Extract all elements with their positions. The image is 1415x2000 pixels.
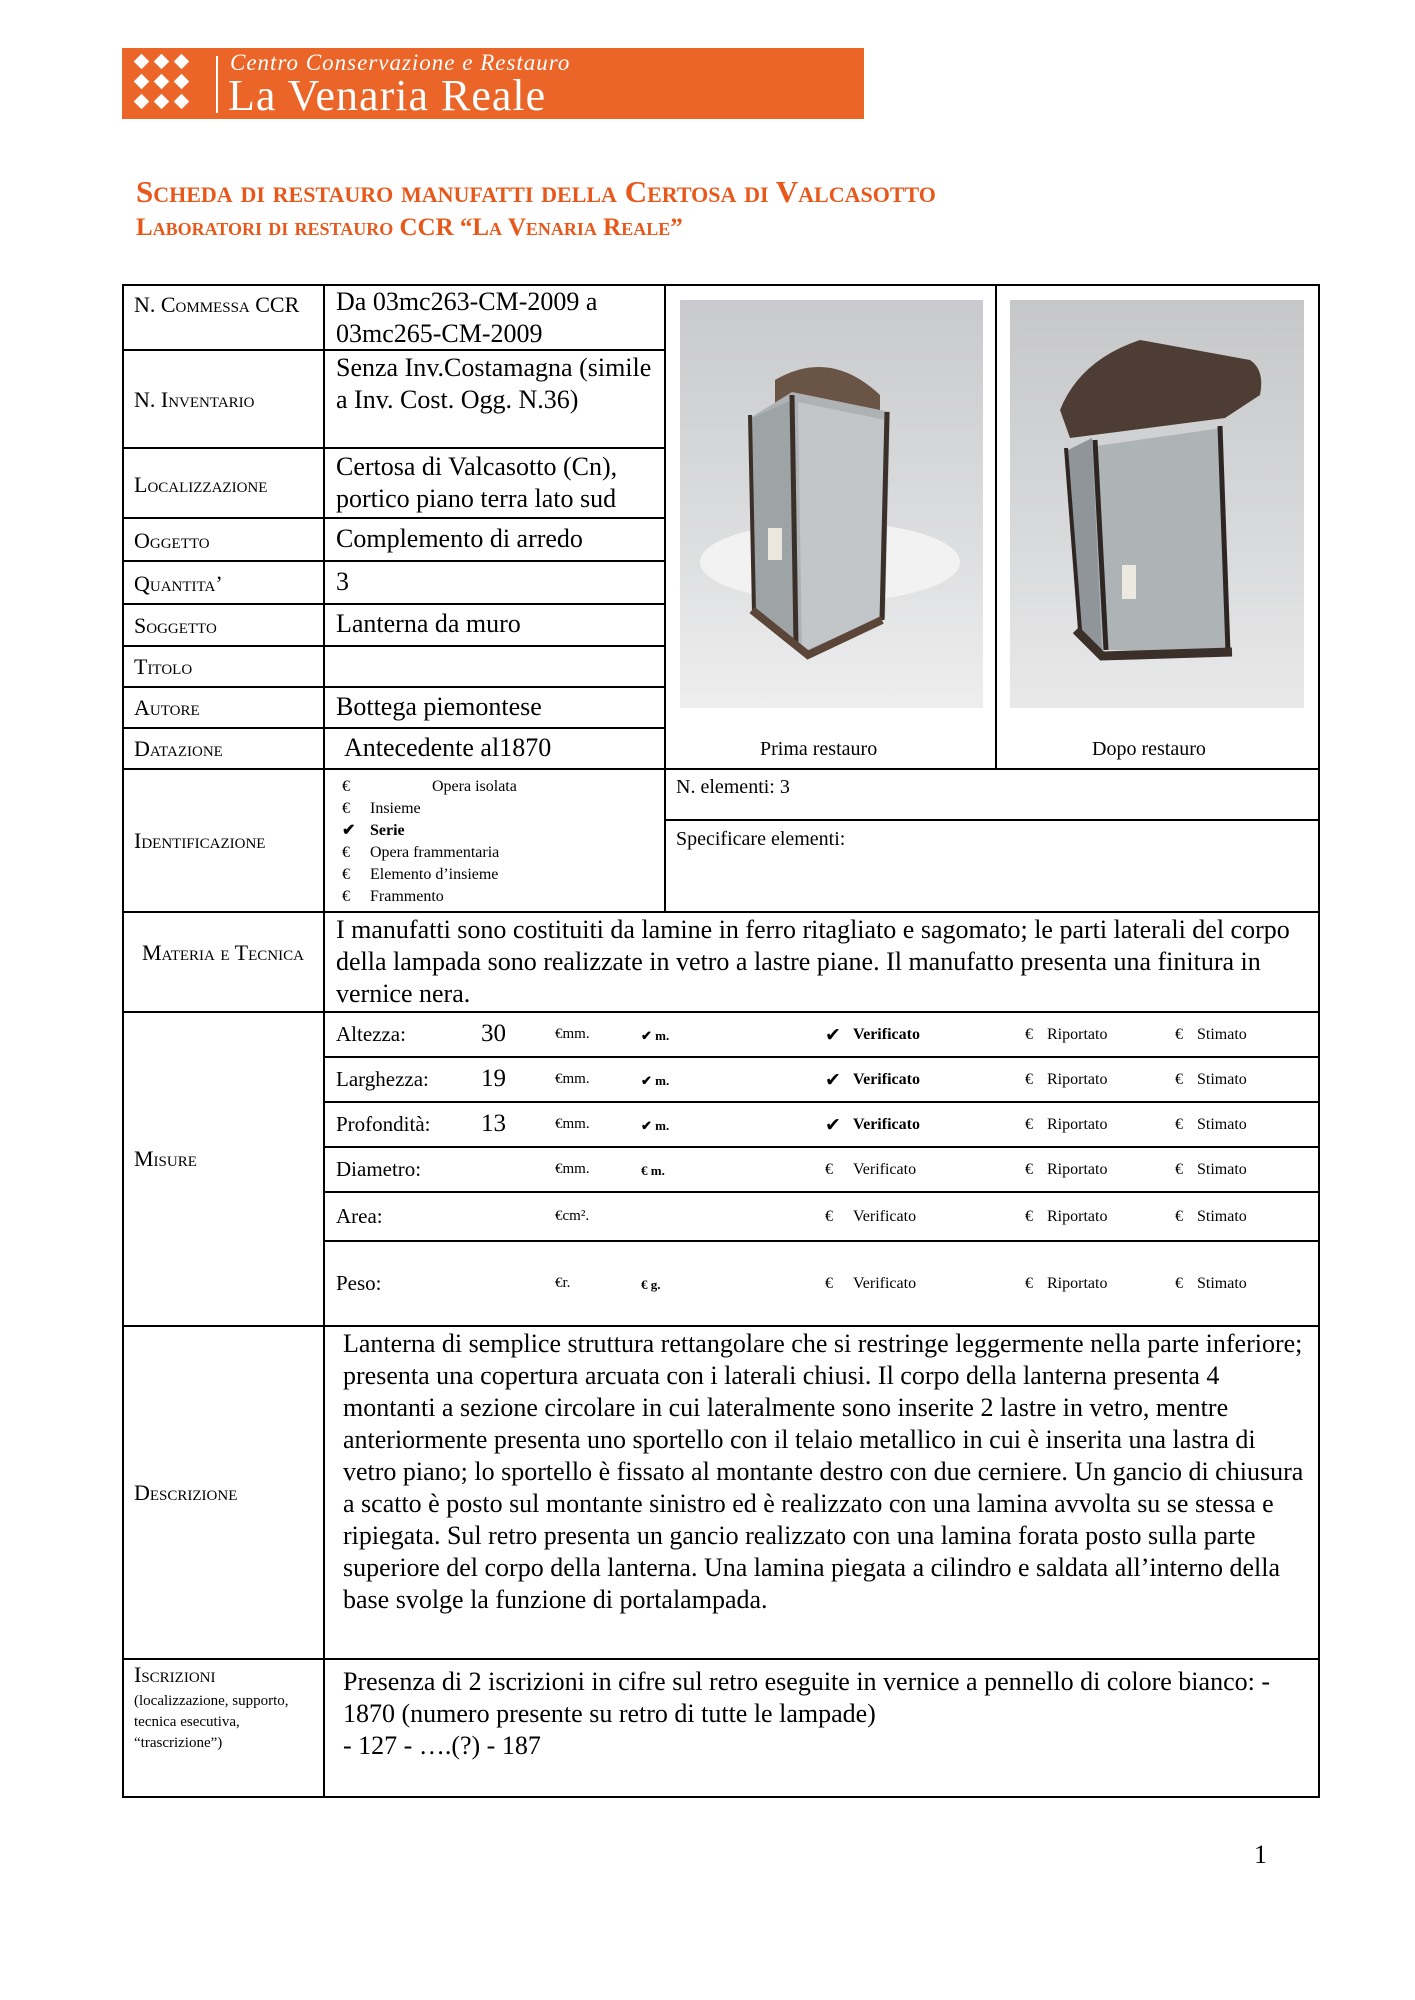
check-icon: ✔ xyxy=(342,822,356,839)
option-mark: € xyxy=(342,866,350,883)
lantern-before-image xyxy=(680,300,983,708)
autore-label: Autore xyxy=(134,695,200,720)
misure-row xyxy=(325,1108,1317,1144)
verificato-option[interactable]: Verificato xyxy=(853,1160,917,1178)
misure-name: Peso: xyxy=(336,1271,382,1296)
radio-mark[interactable]: € xyxy=(825,1160,833,1178)
option-label: Elemento d’insieme xyxy=(370,866,499,883)
option-opera-frammentaria[interactable] xyxy=(342,842,657,864)
radio-mark[interactable]: € xyxy=(1025,1115,1033,1133)
oggetto-value: Complemento di arredo xyxy=(336,524,583,553)
radio-mark[interactable]: € xyxy=(1025,1274,1033,1292)
iscrizioni-text: Presenza di 2 iscrizioni in cifre sul retro eseguite in vernice a pennello di colore bianco: - 1870 (numero presente su retro di tutte le lampade) xyxy=(343,1667,1270,1728)
check-icon[interactable]: ✔ xyxy=(825,1114,841,1136)
option-mark: € xyxy=(342,800,350,817)
radio-mark[interactable]: € xyxy=(1175,1160,1183,1178)
iscrizioni-label: Iscrizioni xyxy=(134,1662,216,1687)
option-label: Opera isolata xyxy=(432,778,517,795)
unit-option[interactable]: €cm². xyxy=(555,1208,590,1225)
radio-mark[interactable]: € xyxy=(825,1274,833,1292)
misure-row xyxy=(325,1198,1317,1238)
iscrizioni-sublabel: (localizzazione, supporto, tecnica esecutiva, “trascrizione”) xyxy=(134,1693,289,1751)
riportato-option[interactable]: Riportato xyxy=(1047,1070,1108,1088)
stimato-option[interactable]: Stimato xyxy=(1197,1274,1247,1292)
datazione-value: Antecedente al1870 xyxy=(344,733,552,762)
misure-name: Area: xyxy=(336,1204,383,1229)
option-opera-isolata[interactable] xyxy=(342,776,657,798)
stimato-option[interactable]: Stimato xyxy=(1197,1070,1247,1088)
unit-option[interactable]: €mm. xyxy=(555,1026,590,1043)
unit-option-2[interactable]: ✔ m. xyxy=(641,1117,670,1133)
misure-value: 13 xyxy=(481,1109,506,1137)
radio-mark[interactable]: € xyxy=(1175,1115,1183,1133)
option-elemento-insieme[interactable] xyxy=(342,864,657,886)
verificato-option[interactable]: Verificato xyxy=(853,1025,920,1043)
unit-option-2[interactable]: ✔ m. xyxy=(641,1027,670,1043)
header-title: La Venaria Reale xyxy=(228,71,547,120)
commessa-label: N. Commessa CCR xyxy=(134,292,300,317)
document-title: Scheda di restauro manufatti della Certosa di Valcasotto xyxy=(136,174,936,209)
option-label: Opera frammentaria xyxy=(370,844,500,861)
misure-row xyxy=(325,1018,1317,1054)
misure-row xyxy=(325,1153,1317,1189)
quantita-value: 3 xyxy=(336,567,349,596)
riportato-option[interactable]: Riportato xyxy=(1047,1207,1108,1225)
logo-icon xyxy=(132,52,192,112)
verificato-option[interactable]: Verificato xyxy=(853,1207,917,1225)
misure-name: Profondità: xyxy=(336,1112,431,1137)
identificazione-label: Identificazione xyxy=(134,828,266,853)
descrizione-label: Descrizione xyxy=(134,1480,238,1505)
commessa-value: Da 03mc263-CM-2009 a 03mc265-CM-2009 xyxy=(336,287,598,348)
misure-value: 30 xyxy=(481,1019,506,1047)
radio-mark[interactable]: € xyxy=(1175,1025,1183,1043)
verificato-option[interactable]: Verificato xyxy=(853,1274,917,1292)
riportato-option[interactable]: Riportato xyxy=(1047,1274,1108,1292)
titolo-label: Titolo xyxy=(134,654,193,679)
radio-mark[interactable]: € xyxy=(1175,1274,1183,1292)
option-label: Frammento xyxy=(370,888,444,905)
soggetto-value: Lanterna da muro xyxy=(336,609,521,638)
misure-row xyxy=(325,1063,1317,1099)
stimato-option[interactable]: Stimato xyxy=(1197,1025,1247,1043)
option-insieme[interactable] xyxy=(342,798,657,820)
unit-option-2[interactable]: ✔ m. xyxy=(641,1072,670,1088)
riportato-option[interactable]: Riportato xyxy=(1047,1115,1108,1133)
misure-label: Misure xyxy=(134,1146,197,1171)
radio-mark[interactable]: € xyxy=(1025,1070,1033,1088)
n-elementi: N. elementi: 3 xyxy=(676,776,790,798)
page-number: 1 xyxy=(1254,1840,1267,1869)
oggetto-label: Oggetto xyxy=(134,528,210,553)
verificato-option[interactable]: Verificato xyxy=(853,1115,920,1133)
identificazione-options xyxy=(342,776,657,908)
option-frammento[interactable] xyxy=(342,886,657,908)
option-mark: € xyxy=(342,778,350,795)
header-subtitle: Centro Conservazione e Restauro xyxy=(230,50,571,75)
check-icon[interactable]: ✔ xyxy=(825,1024,841,1046)
datazione-label: Datazione xyxy=(134,736,223,761)
stimato-option[interactable]: Stimato xyxy=(1197,1115,1247,1133)
stimato-option[interactable]: Stimato xyxy=(1197,1207,1247,1225)
photo-after-caption: Dopo restauro xyxy=(1092,738,1206,760)
soggetto-label: Soggetto xyxy=(134,613,217,638)
banner-divider xyxy=(216,56,218,113)
inventario-label: N. Inventario xyxy=(134,387,255,412)
iscrizioni-text-2: - 127 - ….(?) - 187 xyxy=(343,1731,541,1760)
option-label: Insieme xyxy=(370,800,421,817)
quantita-label: Quantita’ xyxy=(134,571,223,596)
inventario-value: Senza Inv.Costamagna (simile a Inv. Cost. Ogg. N.36) xyxy=(336,353,652,414)
localizzazione-value: Certosa di Valcasotto (Cn), portico piano terra lato sud xyxy=(336,452,618,513)
misure-name: Larghezza: xyxy=(336,1067,429,1092)
radio-mark[interactable]: € xyxy=(825,1207,833,1225)
document-subtitle: Laboratori di restauro CCR “La Venaria Reale” xyxy=(136,214,683,241)
unit-option[interactable]: €mm. xyxy=(555,1116,590,1133)
unit-option-2[interactable]: € g. xyxy=(641,1276,661,1292)
check-icon[interactable]: ✔ xyxy=(825,1069,841,1091)
materia-label: Materia e Tecnica xyxy=(142,940,304,965)
radio-mark[interactable]: € xyxy=(1175,1070,1183,1088)
photo-before-caption: Prima restauro xyxy=(760,738,878,760)
radio-mark[interactable]: € xyxy=(1025,1025,1033,1043)
localizzazione-label: Localizzazione xyxy=(134,472,268,497)
option-mark: € xyxy=(342,844,350,861)
materia-text: I manufatti sono costituiti da lamine in ferro ritagliato e sagomato; le parti laterali del corpo della lampada sono realizzate in vetro a lastre piane. Il manufatto presenta una finitura in vernice nera. xyxy=(336,915,1290,1008)
photo-after xyxy=(1010,300,1304,708)
misure-name: Altezza: xyxy=(336,1022,406,1047)
autore-value: Bottega piemontese xyxy=(336,692,542,721)
lantern-after-image xyxy=(1010,300,1304,708)
misure-name: Diametro: xyxy=(336,1157,422,1182)
misure-value: 19 xyxy=(481,1064,506,1092)
unit-option-2[interactable]: € m. xyxy=(641,1162,665,1178)
unit-option[interactable]: €mm. xyxy=(555,1071,590,1088)
riportato-option[interactable]: Riportato xyxy=(1047,1160,1108,1178)
radio-mark[interactable]: € xyxy=(1175,1207,1183,1225)
specificare-elementi: Specificare elementi: xyxy=(676,828,846,850)
radio-mark[interactable]: € xyxy=(1025,1160,1033,1178)
riportato-option[interactable]: Riportato xyxy=(1047,1025,1108,1043)
option-serie[interactable] xyxy=(342,820,657,842)
unit-option[interactable]: €mm. xyxy=(555,1161,590,1178)
unit-option[interactable]: €r. xyxy=(555,1275,571,1292)
misure-row xyxy=(325,1247,1317,1323)
photo-before xyxy=(680,300,983,708)
option-label: Serie xyxy=(370,822,405,839)
verificato-option[interactable]: Verificato xyxy=(853,1070,920,1088)
descrizione-text: Lanterna di semplice struttura rettangolare che si restringe leggermente nella parte inferiore; presenta una copertura arcuata con i laterali chiusi. Il corpo della lanterna presenta 4 montanti a sezione circolare in cui lateralmente sono inserite 2 lastre in vetro, mentre anteriormente presenta uno sportello con il telaio metallico in cui è inserita una lastra di vetro piano; lo sportello è fissato al montante destro con due cerniere. Un gancio di chiusura a scatto è posto sul montante sinistro ed è realizzato con una lamina avvolta su se stessa e ripiegata. Sul retro presenta un gancio realizzato con una lamina forata posto sulla parte superiore del corpo della lanterna. Una lamina piegata a cilindro e saldata all’interno della base svolge la funzione di portalampada. xyxy=(343,1329,1304,1614)
option-mark: € xyxy=(342,888,350,905)
stimato-option[interactable]: Stimato xyxy=(1197,1160,1247,1178)
radio-mark[interactable]: € xyxy=(1025,1207,1033,1225)
